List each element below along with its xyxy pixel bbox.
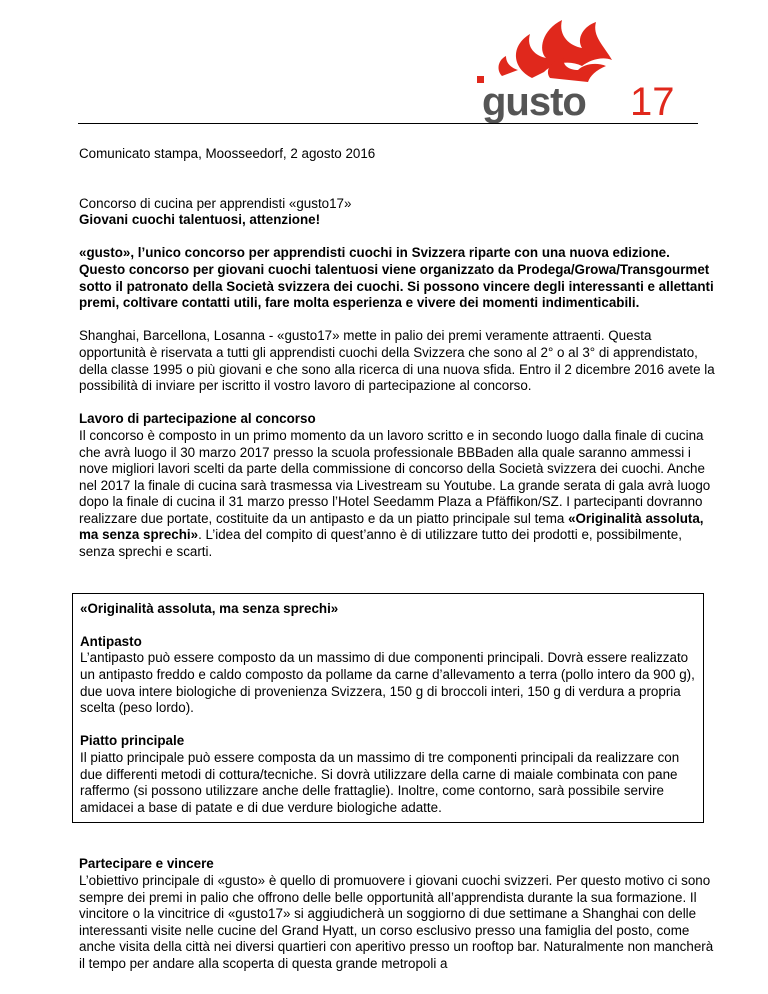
flame-logo-icon: [472, 16, 704, 126]
antipasto-body: L’antipasto può essere composto da un massimo di due componenti principali. Dovrà essere realizzato un antipasto freddo e caldo composto da pollame da carne d’allevamento a terra (pollo intero da 900 g), due uova intere biologiche di provenienza Svizzera, 150 g di broccoli interi, 150 g di verdura a propria scelta (peso lordo).: [80, 650, 695, 716]
intro-paragraph: Shanghai, Barcellona, Losanna - «gusto17» mette in palio dei premi veramente attraenti. Questa opportunità è riservata a tutti gli apprendisti cuochi della Svizzera che sono al 2° o al 3° di apprendistato, della classe 1995 o più giovani e che sono alla ricerca di una nuova sfida. Entro il 2 dicembre 2016 avete la possibilità di inviare per iscritto il vostro lavoro di partecipazione al concorso.: [79, 328, 715, 394]
logo-wordmark: gusto: [482, 80, 586, 124]
participation-text: Il concorso è composto in un primo momento da un lavoro scritto e in secondo luogo dalla finale di cucina che avrà luogo il 30 marzo 2017 presso la scuola professionale BBBaden alla quale saranno ammessi i nove migliori lavori scelti da parte della commissione di concorso della Società svizzera dei cuochi. Anche nel 2017 la finale di cucina sarà trasmessa via Livestream su Youtube. La grande serata di gala avrà luogo dopo la finale di cucina il 31 marzo presso l’Hotel Seedamm Plaza a Pfäffikon/SZ. I partecipanti dovranno realizzare due portate, costituite da un antipasto e da un piatto principale sul tema: [79, 427, 711, 526]
lead-paragraph: «gusto», l’unico concorso per apprendisti cuochi in Svizzera riparte con una nuova edizione. Questo concorso per giovani cuochi talentuosi viene organizzato da Prodega/Growa/Transgourmet sotto il patronato della Società svizzera dei cuochi. Si possono vincere degli interessanti e allettanti premi, coltivare contatti utili, fare molta esperienza e vivere dei momenti indimenticabili.: [79, 245, 714, 311]
theme-box: [72, 593, 704, 824]
headline: Giovani cuochi talentuosi, attenzione!: [79, 212, 321, 228]
press-release-body: [79, 146, 719, 973]
gusto17-logo: [472, 16, 704, 126]
section-body-participation: [79, 428, 719, 561]
theme-box-title: «Originalità assoluta, ma senza sprechi»: [80, 600, 339, 616]
theme-highlight: «Originalità assoluta, ma senza sprechi»: [79, 510, 704, 543]
kicker: Concorso di cucina per apprendisti «gusto17»: [79, 195, 352, 211]
section-title-prizes: Partecipare e vincere: [79, 856, 214, 872]
section-body-prizes: L’obiettivo principale di «gusto» è quello di promuovere i giovani cuochi svizzeri. Per questo motivo ci sono sempre dei premi in palio che offrono delle belle opportunità all’apprendista durante la sua formazione. Il vincitore o la vincitrice di «gusto17» si aggiudicherà un soggiorno di due settimane a Shanghai con delle interessanti visite nelle cucine del Grand Hyatt, un corso esclusivo presso una famiglia del posto, come anche visita della città nei diversi quartieri con aperitivo presso un rooftop bar. Naturalmente non mancherà il tempo per andare alla scoperta di questa grande metropoli a: [79, 872, 714, 971]
antipasto-title: Antipasto: [80, 633, 142, 649]
section-title-participation: Lavoro di partecipazione al concorso: [79, 411, 316, 427]
participation-text-end: . L’idea del compito di quest’anno è di utilizzare tutto dei prodotti e, possibilmente, senza sprechi e scarti.: [79, 527, 682, 560]
main-course-body: Il piatto principale può essere composta da un massimo di tre componenti principali da realizzare con due differenti metodi di cottura/tecniche. Si dovrà utilizzare della carne di maiale combinata con pane raffermo (si possono utilizzare anche delle frattaglie). Inoltre, come contorno, sarà possibile servire amidacei a base di patate e di due verdure biologiche adatte.: [80, 750, 680, 815]
header-divider: [78, 123, 698, 124]
dateline: Comunicato stampa, Moosseedorf, 2 agosto 2016: [79, 146, 376, 161]
main-course-title: Piatto principale: [80, 733, 185, 749]
logo-year: 17: [630, 80, 675, 124]
